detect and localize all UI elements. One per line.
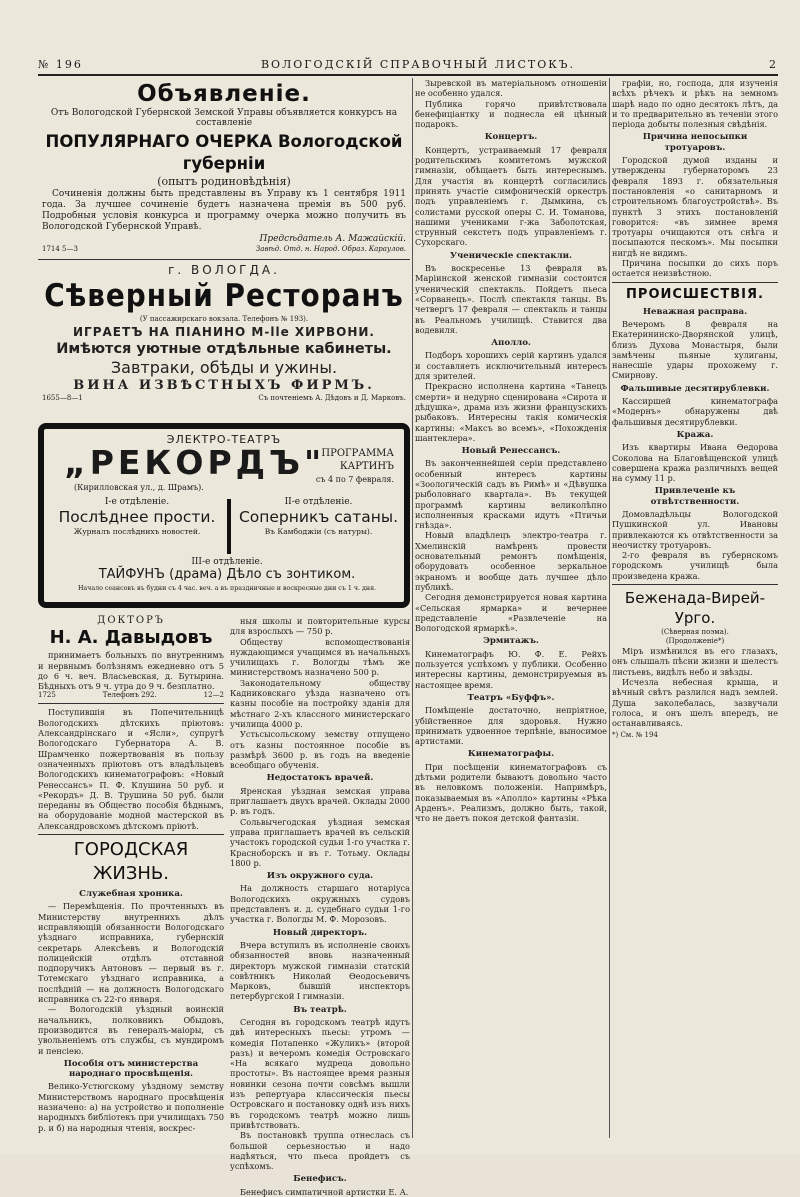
page-header bbox=[38, 58, 778, 74]
text-court: На должность старшаго нотаріуса Вологодскихъ окружныхъ судовъ представленъ и. д. судебнаго судьи 1-го участка г. Вологды М. Ф. Морозовъ. bbox=[230, 883, 410, 925]
announcement-body: Сочиненія должны быть представлены въ Управу къ 1 сентября 1911 года. За лучшее сочиненіе будетъ назначена премія въ 500 руб. Подробныя условія конкурса и программу очерка можно получить въ Вологодской Губернской Управѣ. bbox=[42, 188, 406, 232]
c3-text: Изъ квартиры Ивана Ѳедорова Соколова на Благовѣщенской улицѣ совершена кража различныхъ вещей на сумму 11 р. bbox=[612, 442, 778, 484]
part-3-label: III-е отдѣленіе. bbox=[191, 557, 263, 567]
restaurant-name: Сѣверный Ресторанъ bbox=[44, 277, 404, 314]
text-doctors-1: Яренская уѣздная земская управа приглашаетъ двухъ врачей. Оклады 2000 р. въ годъ. bbox=[230, 785, 410, 817]
c3-text: Городской думой изданы и утверждены губернаторомъ 23 февраля 1893 г. обязательныя постановленія «о санитарномъ и строительномъ благоустройствѣ». Въ пунктѣ 3 этихъ постановленій говорится: «въ зимнее время тротуары очищаются отъ снѣга и посыпаются пескомъ». Мы посыпки нигдѣ не видимъ. bbox=[612, 155, 778, 258]
c2-text: Въ воскресенье 13 февраля въ Маріинской женской гимназіи состоится ученическій спектакль. Пойдетъ пьеса «Сорванецъ». Послѣ спектакля танцы. Въ четвергъ 17 февраля — спектакль и танцы въ Реальномъ училищѣ. Ставится два водевиля. bbox=[415, 263, 607, 335]
cinema-dates: съ 4 по 7 февраля. bbox=[315, 475, 394, 484]
c2-text: Прекрасно исполнена картина «Танецъ смерти» и недурно сценирована «Сирота и дѣдушка», драма изъ жизни французскихъ рыбаковъ. Интересны такія комическія картины: «Максъ во всемъ», «Похожденія шантеклера». bbox=[415, 381, 607, 443]
section-divider bbox=[38, 834, 224, 835]
column-3 bbox=[612, 78, 778, 1140]
announcement-title: Объявленіе. bbox=[137, 81, 311, 107]
section-divider bbox=[612, 282, 778, 283]
c3-heading: Фальшивые десятирублевки. bbox=[620, 383, 770, 394]
c2-heading: Аполло. bbox=[491, 338, 531, 349]
header-rule bbox=[38, 74, 778, 76]
section-city-life: ГОРОДСКАЯ ЖИЗНЬ. bbox=[73, 839, 189, 885]
text-society: Обществу вспомоществованія нуждающимся учащимся въ начальныхъ училищахъ г. Вологды тѣмъ же министерствомъ назначено 500 р. bbox=[230, 636, 410, 678]
text-director: Вчера вступилъ въ исполненіе своихъ обязанностей вновь назначенный директоръ мужской гимназіи статскій совѣтникъ Николай Ѳеодосьевичъ Марковъ, бывшій инспекторъ петербургской I гимназіи. bbox=[230, 939, 410, 1002]
film-2-title: Соперникъ сатаны. bbox=[238, 508, 399, 526]
restaurant-line-3: Завтраки, обѣды и ужины. bbox=[110, 357, 338, 377]
c3-text: Домовладѣльцы Вологодской Пушкинской ул. Ивановы привлекаются къ отвѣтственности за неочистку тротуаровъ. bbox=[612, 508, 778, 550]
c3-heading: Привлеченіе къ отвѣтственности. bbox=[650, 486, 740, 507]
restaurant-footer bbox=[42, 394, 406, 403]
subheading-doctors: Недостатокъ врачей. bbox=[266, 773, 374, 784]
film-2-note: Въ Камбоджіи (съ натуры). bbox=[264, 527, 373, 536]
subheading-director: Новый директоръ. bbox=[272, 927, 368, 938]
c2-text: Въ законченнейшей серіи представлено особенный интересъ картины «Зоологическій садъ въ Римѣ» и «Дѣвушка рыболовнаго квартала». Въ текущей программѣ картины великолѣпно исполненныя красками идутъ «Птичьи гнѣзда». bbox=[415, 458, 607, 531]
c2-text: Концертъ, устраиваемый 17 февраля родительскимъ комитетомъ мужской гимназіи, обѣщаетъ быть интереснымъ. Для участія въ концертѣ согласились принять участіе симфоническій оркестръ подъ управленіемъ г. Дымкина, съ солистами русской оперы С. И. Томанова, нашими учениками г-жа Заболотская, струнный секстетъ подъ управленіемъ г. Сухорскаго. bbox=[415, 144, 607, 248]
c3-text: Исчезла небесная крыша, и вѣчный свѣтъ разлился надъ землей. Душа заколебалась, зазвучали голоса, и онъ шелъ впередъ, не останавливаясь. bbox=[612, 676, 778, 729]
cinema-footnote: Начало сеансовъ въ будни съ 4 час. веч. а въ праздничные и воскресные дни съ 1 ч. дня. bbox=[77, 585, 377, 592]
page-number: 2 bbox=[769, 58, 778, 71]
text-doctors-2: Сольвычегодская уѣздная земская управа приглашаетъ врачей въ сельскій участокъ городской судьи 1-го участка г. Красноборскъ и въ г. Тотьму. Оклады 1800 р. bbox=[230, 816, 410, 868]
restaurant-line-4: ВИНА ИЗВѢСТНЫХЪ ФИРМЪ. bbox=[73, 377, 375, 393]
donation-text: Поступившія въ Попечительницѣ Вологодскихъ дѣтскихъ пріютовъ: Александрінскаго и «Ясли», супругѣ Вологодскаго Губернатора А. В. Шрамченко пожертвованія въ пользу означенныхъ пріютовъ отъ владѣльцевъ Вологодскихъ кинематографовъ: «Новый Ренессансъ» П. Ф. Клушина 50 руб. и «Рекордъ» Д. В. Трушина 50 руб. были переданы въ Общество пособія бѣднымъ, на оборудованіе модной мастерской въ Александровскомъ дѣтскомъ пріютѣ. bbox=[38, 707, 224, 831]
text-school: Законодательному обществу Кадниковскаго уѣзда назначено отъ казны пособіе на постройку зданія для мѣстнаго 2-хъ классного министерскаго училища 4000 р. bbox=[230, 677, 410, 729]
subheading-court: Изъ окружного суда. bbox=[266, 871, 374, 882]
c2-text: Помѣщеніе достаточно, непріятное, убійственное для здоровья. Нужно принимать удвоенное терпѣніе, выносимое артистами. bbox=[415, 705, 607, 747]
c3-text: Вечеромъ 8 февраля на Екатерининско-Дворянской улицѣ, близъ Духова Монастыря, были замѣчены пьяные хулиганы, нанесшіе удары прохожему г. Смирнову. bbox=[612, 318, 778, 381]
cinema-address: (Кирилловская ул., д. Шрамъ). bbox=[74, 483, 204, 492]
text-theatre: Сегодня въ городскомъ театрѣ идутъ двѣ интересныхъ пьесы: утромъ — комедія Потапенко «Жуликъ» (второй разъ) и вечеромъ комедія Островскаго «На всякаго мудреца довольно простоты». Въ настоящее время разныя новинки сезона почти совсѣмъ вышли изъ репертуара классическія пьесы Островскаго и постановку однѣ изъ нихъ въ городскомъ театрѣ можно лишь привѣтствовать. bbox=[230, 1016, 410, 1130]
doctor-phone: Телефонъ 292. bbox=[102, 691, 157, 700]
c2-text: Подборъ хорошихъ серій картинъ удался и составляетъ исключительный интересъ для зрителей. bbox=[415, 350, 607, 382]
doctor-ad bbox=[38, 616, 224, 700]
cinema-part-1 bbox=[52, 497, 222, 536]
ad-code: 1725 bbox=[38, 691, 56, 700]
c3-heading: Причина непосыпки тротуаровъ. bbox=[642, 132, 748, 153]
c3-section-incidents: ПРОИСШЕСТВІЯ. bbox=[626, 286, 764, 302]
column-divider bbox=[609, 78, 610, 1138]
ad-code: 1655—8—1 bbox=[42, 393, 83, 402]
column-1-top bbox=[38, 78, 410, 418]
section-divider bbox=[38, 259, 410, 260]
c3-text: 2-го февраля въ губернскомъ городскомъ училищѣ была произведена кража. bbox=[612, 550, 778, 581]
restaurant-sign: Съ почтеніемъ А. Дѣдовъ и Д. Марковъ. bbox=[258, 393, 406, 402]
part-2-label: II-е отдѣленіе. bbox=[284, 497, 353, 507]
ad-code: 1714 5—3 bbox=[42, 244, 78, 253]
c3-text: Причина посыпки до сихъ поръ остается неизвѣстною. bbox=[612, 258, 778, 279]
cinema-record-ad bbox=[38, 423, 410, 608]
subheading-grants: Пособія отъ министерства народнаго просвѣщенія. bbox=[63, 1058, 199, 1080]
c2-heading: Театръ «Буффъ». bbox=[467, 692, 555, 703]
restaurant-line-1: ИГРАЕТЪ НА ПІАНИНО М-lle ХИРВОНИ. bbox=[73, 324, 375, 339]
cinema-films-label: КАРТИНЪ bbox=[339, 461, 394, 472]
c2-heading: Ученическіе спектакли. bbox=[449, 250, 573, 261]
subheading-benefit: Бенефисъ. bbox=[293, 1174, 347, 1185]
cinema-name: „РЕКОРДЪ" bbox=[64, 443, 326, 482]
doctor-footer bbox=[38, 691, 224, 700]
newspaper-title: ВОЛОГОДСКІЙ СПРАВОЧНЫЙ ЛИСТОКЪ. bbox=[260, 58, 576, 71]
text-zemstvo: Устьсысольскому земству отпущено отъ казны постоянное пособіе въ размѣрѣ 3600 р. въ годъ на введеніе всеобщаго обученія. bbox=[230, 729, 410, 771]
c2-text: Публика горячо привѣтствовала бенефиціантку и поднесла ей цѣнный подарокъ. bbox=[415, 98, 607, 130]
c2-heading: Кинематографы. bbox=[467, 749, 555, 760]
part-1-label: I-е отдѣленіе. bbox=[104, 497, 170, 507]
subheading-service: Служебная хроника. bbox=[79, 889, 183, 900]
c2-heading: Концертъ. bbox=[484, 132, 538, 143]
film-3-title: ТАЙФУНЪ (драма) Дѣло съ зонтиком. bbox=[98, 567, 356, 582]
c3-poem-sub: (Сѣверная поэма). bbox=[661, 628, 729, 637]
c2-heading: Новый Ренессансъ. bbox=[461, 446, 561, 457]
column-2 bbox=[415, 78, 607, 1140]
doctor-title: ДОКТОРЪ bbox=[97, 615, 165, 626]
cinema-part-2 bbox=[236, 497, 401, 536]
cinema-divider bbox=[227, 499, 231, 554]
column-divider bbox=[412, 78, 413, 1138]
announcement-note: (опытъ родиновѣдѣнія) bbox=[157, 174, 291, 188]
c2-heading: Эрмитажъ. bbox=[483, 636, 539, 647]
contest-announcement bbox=[38, 78, 410, 256]
issue-number: № 196 bbox=[38, 58, 83, 71]
cinema-top: ЭЛЕКТРО-ТЕАТРЪ bbox=[166, 433, 282, 446]
subheading-theatre: Въ театрѣ. bbox=[293, 1004, 347, 1015]
doctor-name: Н. А. Давыдовъ bbox=[49, 627, 213, 649]
film-1-title: Послѣднее прости. bbox=[58, 508, 216, 526]
c2-text: Новый владѣлецъ электро-театра г. Хмелинскій намѣренъ провести основательный ремонтъ помѣщенія, оборудовать особенное зеркальное экраномъ и вообще дать лучшее дѣло публикѣ. bbox=[415, 530, 607, 592]
text-theatre-2: Въ постановкѣ труппа отнеслась съ большой серьезностью и надо надѣяться, что пьеса пройдетъ съ успѣхомъ. bbox=[230, 1130, 410, 1172]
text-commander: — Вологодскій уѣздный воинскій начальникъ, полковникъ Обыдовъ, производится въ генералъ-маіоры, съ увольненіемъ отъ службы, съ мундиромъ и пенсіею. bbox=[38, 1004, 224, 1056]
c3-poem-cont: (Продолженіе*) bbox=[665, 637, 725, 646]
text-transfers: — Перемѣщенія. По прочтенныхъ въ Министерству внутреннихъ дѣлъ исправляющій обязанности Вологодскаго уѣзднаго исправника, губернскій секретарь Алексѣевъ и Вологодскій полицейскій отдѣлъ отставной подпоручикъ Антоновъ — первый въ г. Тотемскаго уѣзднаго исправника, а послѣдній — на должность Вологодскаго исправника съ 22-го января. bbox=[38, 901, 224, 1005]
restaurant-ad bbox=[38, 263, 410, 403]
column-1b-lower bbox=[230, 616, 410, 1197]
announcement-footer bbox=[42, 245, 406, 254]
c3-heading: Кража. bbox=[676, 429, 714, 440]
restaurant-address: (У пассажирскаго вокзала. Телефонъ № 193). bbox=[139, 314, 309, 323]
c3-poem-title: Беженада-Вирей-Урго. bbox=[624, 589, 766, 628]
announcement-subject: ПОПУЛЯРНАГО ОЧЕРКА Вологодской губерніи bbox=[45, 131, 403, 173]
c3-text: графіи, но, господа, для изученія всѣхъ рѣчекъ и рѣкъ на земномъ шарѣ надо по одно десятокъ лѣтъ, да и то предварительно въ теченіи этого періода добыты полезныя свѣдѣнія. bbox=[612, 78, 778, 130]
c2-text: Кинематографъ Ю. Ф. Е. Рейхъ пользуется успѣхомъ у публики. Особенно интересны картины, демонстрируемыя въ настоящее время. bbox=[415, 648, 607, 690]
section-divider bbox=[612, 584, 778, 585]
column-1a-lower bbox=[38, 616, 224, 1141]
c2-text: При посѣщеніи кинематографовъ съ дѣтьми родители бываютъ довольно часто въ неловкомъ положеніи. Напримѣръ, показываемыя въ «Аполло» картины «Рѣка Арденъ». Реализмъ, должно быть, такой, что не даетъ покоя детской фантазіи. bbox=[415, 761, 607, 824]
ad-code: 12—2 bbox=[203, 691, 224, 700]
c3-heading: Неважная расправа. bbox=[642, 306, 748, 317]
c2-text: Сегодня демонстрируется новая картина «Сельская ярмарка» и вечернее представленіе «Развлеченіе на Вологодской ярмаркѣ». bbox=[415, 592, 607, 634]
doctor-body: принимаетъ больныхъ по внутреннимъ и нервнымъ болѣзнямъ ежедневно отъ 5 до 6 ч. веч. Власьевская, д. Бутырина. Бѣдныхъ отъ 9 ч. утра до 9 ч. безплатно. bbox=[38, 650, 224, 692]
c3-text: Кассиршей кинематографа «Модернъ» обнаружены двѣ фальшивыя десятирублевки. bbox=[612, 396, 778, 427]
cinema-part-3 bbox=[52, 557, 402, 593]
section-divider bbox=[38, 703, 224, 704]
cinema-program bbox=[294, 447, 394, 486]
c3-text: Міръ измѣнился въ его глазахъ, онъ слышалъ пѣсни жизни и шелестъ листьевъ, видѣлъ небо и звѣзды. bbox=[612, 646, 778, 677]
announcement-intro: Отъ Вологодской Губернской Земской Управы объявляется конкурсъ на составленіе bbox=[50, 108, 398, 129]
text-grants: Велико-Устюгскому уѣздному земству Министерствомъ народнаго просвѣщенія назначено: а) на устройство и пополненіе народныхъ библіотекъ при училищахъ 750 р. и б) на народныя чтенія, воскрес- bbox=[38, 1081, 224, 1133]
text-courses: ныя школы и повторительные курсы для взрослыхъ — 750 р. bbox=[230, 616, 410, 637]
c3-footnote: *) См. № 194 bbox=[612, 731, 658, 740]
text-benefit: Бенефисъ симпатичной артистки Е. А. bbox=[240, 1186, 409, 1197]
restaurant-city: г. ВОЛОГДА. bbox=[168, 262, 280, 277]
announcement-clerk: Завѣд. Отд. н. Народ. Образ. Караулов. bbox=[255, 244, 406, 253]
film-1-note: Журналъ послѣднихъ новостей. bbox=[73, 527, 201, 536]
restaurant-line-2: Имѣются уютные отдѣльные кабинеты. bbox=[56, 340, 392, 357]
c2-text: Зыревской въ матеріальномъ отношеніи не особенно удался. bbox=[415, 78, 607, 99]
announcement-chair: Предсѣдатель А. Мажайскій. bbox=[259, 233, 406, 244]
cinema-program-label: ПРОГРАММА bbox=[321, 448, 394, 459]
